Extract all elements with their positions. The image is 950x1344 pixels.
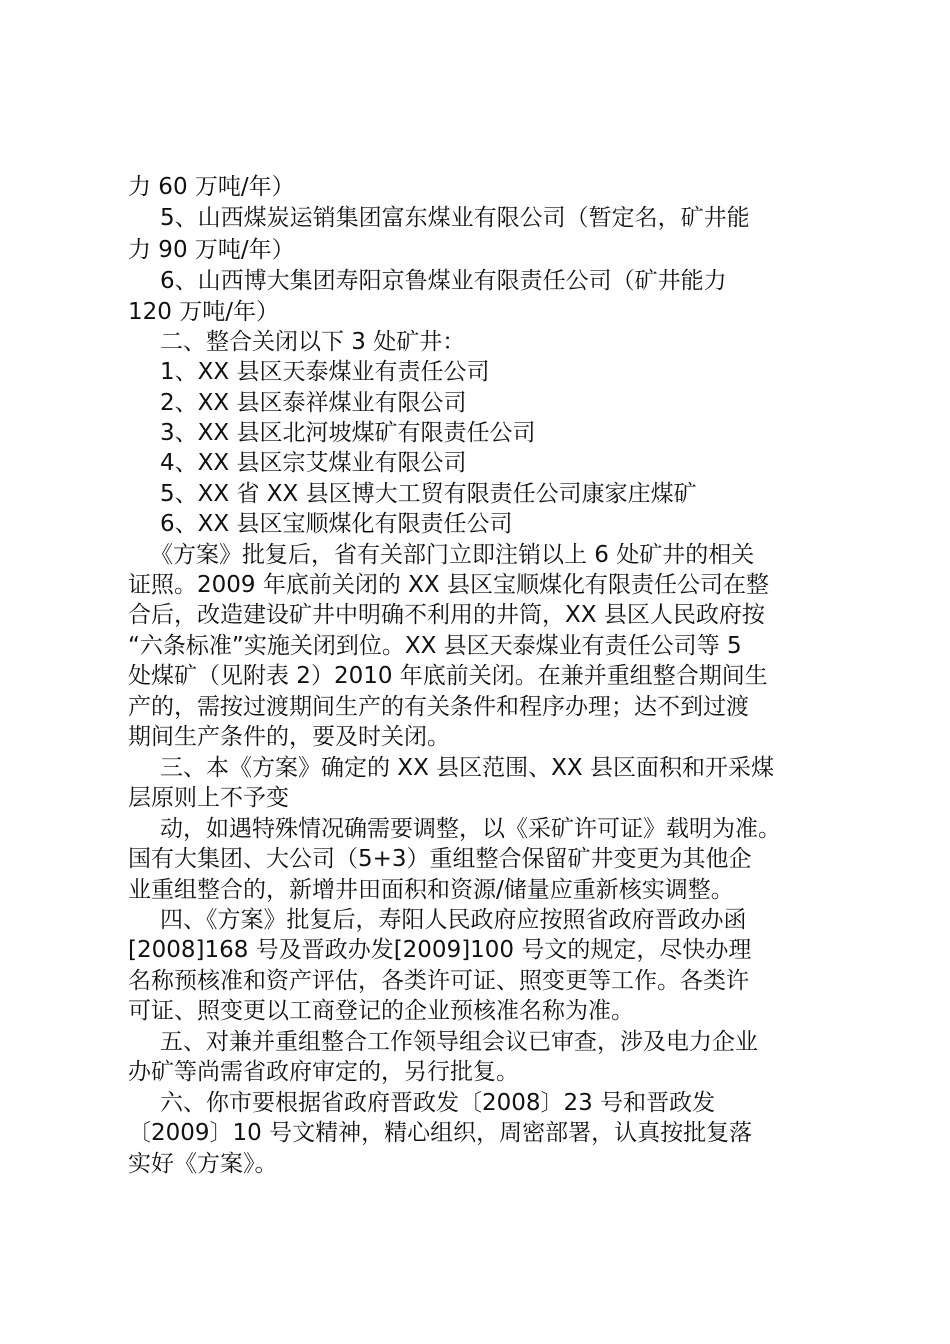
text-line: 业重组整合的，新增井田面积和资源/储量应重新核实调整。 [128,877,734,903]
text-line: 力 90 万吨/年） [128,237,295,263]
section-heading: 五、对兼并重组整合工作领导组会议已审查，涉及电力企业 [160,1029,758,1055]
text-line: 名称预核准和资产评估，各类许可证、照变更等工作。各类许 [128,968,749,994]
text-line: “六条标准”实施关闭到位。XX 县区天泰煤业有责任公司等 5 [128,633,742,659]
text-line: 证照。2009 年底前关闭的 XX 县区宝顺煤化有限责任公司在整 [128,572,769,598]
text-line: 实好《方案》。 [128,1151,278,1177]
text-line: 期间生产条件的，要及时关闭。 [128,724,450,750]
text-line: 〔2009〕10 号文精神，精心组织，周密部署，认真按批复落 [128,1120,753,1146]
section-heading: 二、整合关闭以下 3 处矿井： [160,329,466,355]
list-item: 3、XX 县区北河坡煤矿有限责任公司 [160,420,536,446]
list-item: 2、XX 县区泰祥煤业有限公司 [160,390,467,416]
text-line: 力 60 万吨/年） [128,174,295,200]
text-line: 可证、照变更以工商登记的企业预核准名称为准。 [128,998,634,1024]
text-line: 合后，改造建设矿井中明确不利用的井筒，XX 县区人民政府按 [128,602,765,628]
list-item: 4、XX 县区宗艾煤业有限公司 [160,450,467,476]
text-line: 《方案》批复后，省有关部门立即注销以上 6 处矿井的相关 [150,542,755,568]
text-line: 120 万吨/年） [128,299,279,325]
text-line: 动，如遇特殊情况确需要调整，以《采矿许可证》载明为准。 [160,816,781,842]
text-line: 5、山西煤炭运销集团富东煤业有限公司（暂定名，矿井能 [160,205,750,231]
list-item: 6、XX 县区宝顺煤化有限责任公司 [160,511,513,537]
list-item: 5、XX 省 XX 县区博大工贸有限责任公司康家庄煤矿 [160,481,697,507]
text-line: 层原则上不予变 [128,785,289,811]
text-line: 办矿等尚需省政府审定的，另行批复。 [128,1059,519,1085]
section-heading: 三、本《方案》确定的 XX 县区范围、XX 县区面积和开采煤 [160,755,774,781]
section-heading: 四、《方案》批复后，寿阳人民政府应按照省政府晋政办函 [160,907,747,933]
list-item: 1、XX 县区天泰煤业有责任公司 [160,359,490,385]
text-line: 6、山西博大集团寿阳京鲁煤业有限责任公司（矿井能力 [160,268,727,294]
section-heading: 六、你市要根据省政府晋政发〔2008〕23 号和晋政发 [160,1090,716,1116]
text-line: 国有大集团、大公司（5+3）重组整合保留矿井变更为其他企 [128,846,752,872]
text-line: [2008]168 号及晋政办发[2009]100 号文的规定，尽快办理 [128,937,752,963]
text-line: 产的，需按过渡期间生产的有关条件和程序办理；达不到过渡 [128,694,749,720]
text-line: 处煤矿（见附表 2）2010 年底前关闭。在兼并重组整合期间生 [128,663,768,689]
